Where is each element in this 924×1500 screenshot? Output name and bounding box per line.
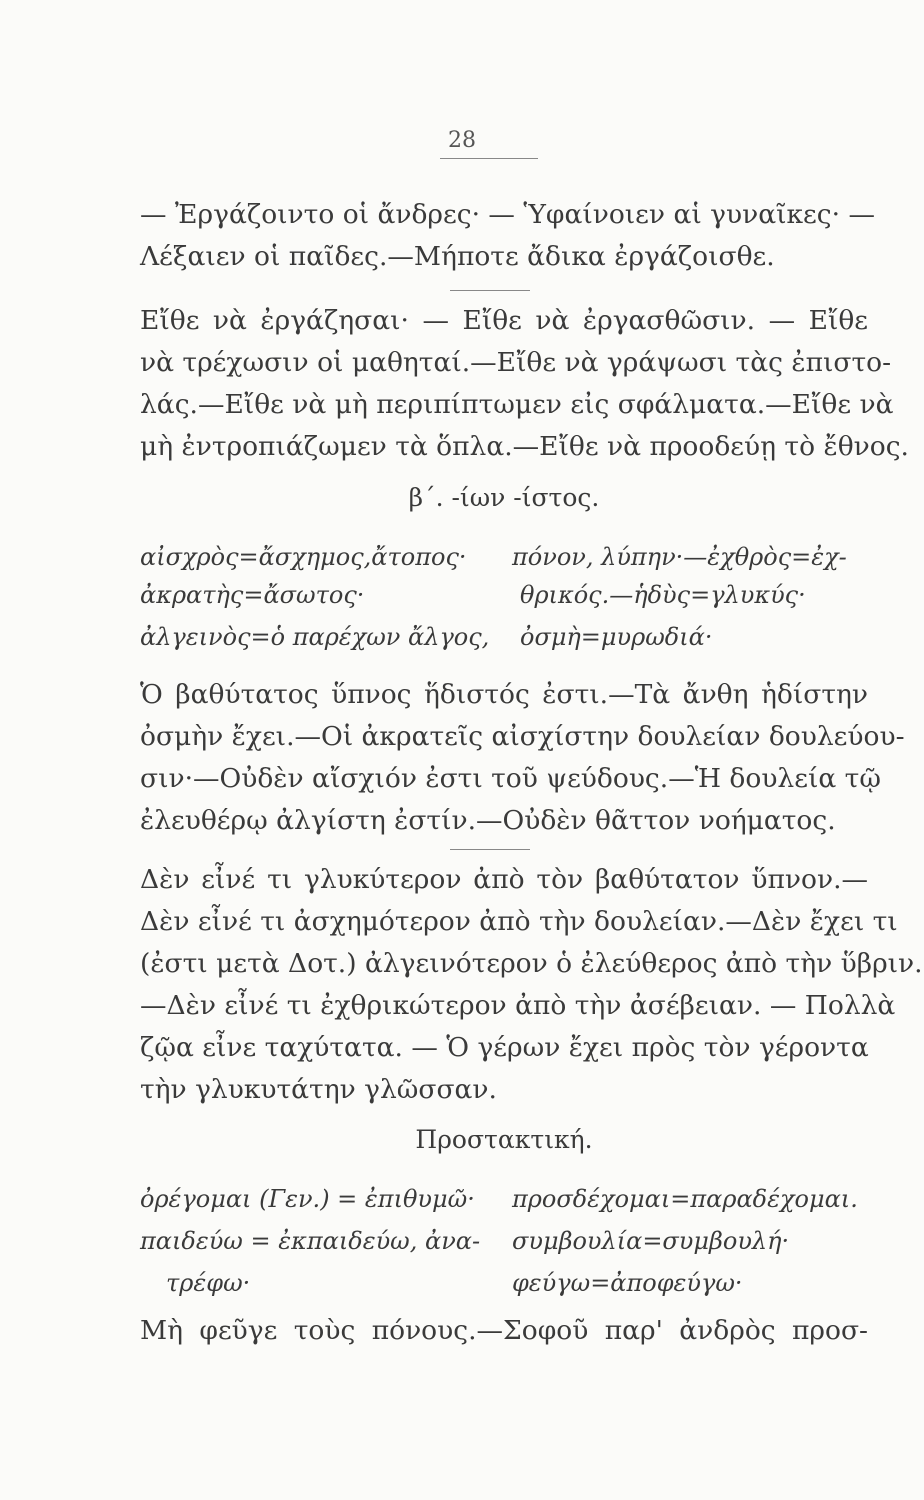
vocab-left: ἀλγεινὸς=ὁ παρέχων ἄλγος, (140, 623, 490, 651)
vocab-left: αἰσχρὸς=ἄσχημος,ἄτοπος· (140, 543, 467, 571)
text-line: Ὁ βαθύτατος ὕπνος ἥδιστός ἐστι.—Τὰ ἄνθη ἡδίστην (140, 679, 868, 710)
text-line: σιν·—Οὐδὲν αἴσχιόν ἐστι τοῦ ψεύδους.—Ἡ δουλεία τῷ (140, 763, 881, 794)
section-divider (450, 290, 530, 291)
vocab-right: συμβουλία=συμβουλή· (512, 1227, 790, 1255)
text-line: Μὴ φεῦγε τοὺς πόνους.—Σοφοῦ παρ' ἀνδρὸς προσ- (140, 1315, 868, 1346)
vocab-right: θρικός.—ἡδὺς=γλυκύς· (520, 581, 806, 609)
text-line: ἐλευθέρῳ ἀλγίστη ἐστίν.—Οὐδὲν θᾶττον νοήματος. (140, 805, 836, 836)
section-divider (450, 849, 530, 850)
text-line: (ἐστι μετὰ Δοτ.) ἀλγεινότερον ὁ ἐλεύθερος ἀπὸ τὴν ὕβριν. (140, 948, 923, 979)
section-heading: Προστακτική. (415, 1125, 593, 1154)
vocab-right: πόνον, λύπην·—ἐχθρὸς=ἐχ- (512, 543, 847, 571)
text-line: τὴν γλυκυτάτην γλῶσσαν. (140, 1074, 497, 1105)
page-number-rule (440, 158, 538, 159)
text-line: ζῷα εἶνε ταχύτατα. — Ὁ γέρων ἔχει πρὸς τὸν γέροντα (140, 1032, 869, 1063)
vocab-left: ἀκρατὴς=ἄσωτος· (140, 581, 365, 609)
vocab-right: φεύγω=ἀποφεύγω· (512, 1269, 743, 1297)
text-line: Δὲν εἶνέ τι ἀσχημότερον ἀπὸ τὴν δουλείαν.—Δὲν ἔχει τι (140, 906, 898, 937)
vocab-right: ὀσμὴ=μυρωδιά· (520, 623, 713, 651)
text-line: λάς.—Εἴθε νὰ μὴ περιπίπτωμεν εἰς σφάλματα.—Εἴθε νὰ (140, 389, 894, 420)
text-line: ὀσμὴν ἔχει.—Οἱ ἀκρατεῖς αἰσχίστην δουλείαν δουλεύου- (140, 721, 905, 752)
section-heading: β΄. -ίων -ίστος. (408, 483, 600, 512)
text-line: μὴ ἐντροπιάζωμεν τὰ ὅπλα.—Εἴθε νὰ προοδεύῃ τὸ ἔθνος. (140, 431, 909, 462)
vocab-left: ὀρέγομαι (Γεν.) = ἐπιθυμῶ· (140, 1185, 475, 1213)
vocab-left: παιδεύω = ἐκπαιδεύω, ἀνα- (140, 1227, 481, 1255)
text-line: νὰ τρέχωσιν οἱ μαθηταί.—Εἴθε νὰ γράψωσι τὰς ἐπιστο- (140, 347, 892, 378)
vocab-left: τρέφω· (166, 1269, 251, 1297)
text-line: Λέξαιεν οἱ παῖδες.—Μήποτε ἄδικα ἐργάζοισθε. (140, 241, 775, 272)
text-line: — Ἐργάζοιντο οἱ ἄνδρες· — Ὑφαίνοιεν αἱ γυναῖκες· — (140, 199, 875, 230)
text-line: —Δὲν εἶνέ τι ἐχθρικώτερον ἀπὸ τὴν ἀσέβειαν. — Πολλὰ (140, 990, 896, 1021)
text-line: Δὲν εἶνέ τι γλυκύτερον ἀπὸ τὸν βαθύτατον ὕπνον.— (140, 864, 868, 895)
vocab-right: προσδέχομαι=παραδέχομαι. (512, 1185, 858, 1213)
text-line: Εἴθε νὰ ἐργάζησαι· — Εἴθε νὰ ἐργασθῶσιν. — Εἴθε (140, 305, 868, 336)
page-number: 28 (448, 128, 476, 153)
